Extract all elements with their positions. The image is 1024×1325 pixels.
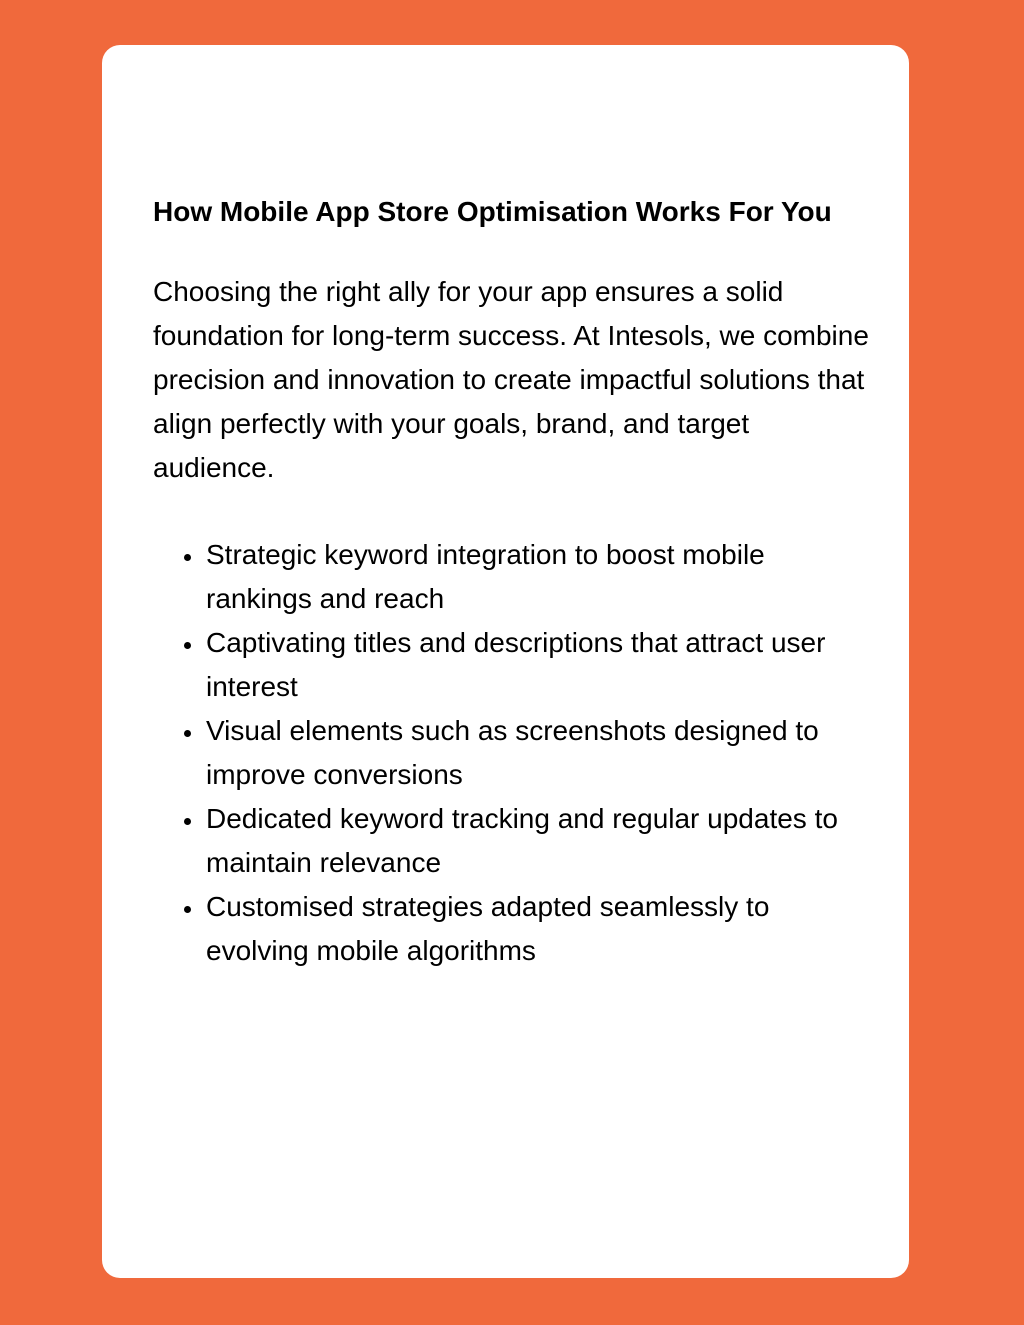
list-item-text: Visual elements such as screenshots designed to improve conversions (206, 715, 819, 790)
list-item-text: Strategic keyword integration to boost mobile rankings and reach (206, 539, 765, 614)
feature-list (153, 533, 873, 973)
list-item-text: Customised strategies adapted seamlessly to evolving mobile algorithms (206, 891, 770, 966)
bullet-dot-icon (184, 818, 191, 825)
card-content (153, 190, 873, 973)
page-title: How Mobile App Store Optimisation Works For You (153, 196, 832, 227)
content-card (102, 45, 909, 1278)
list-item (153, 709, 867, 797)
intro-paragraph: Choosing the right ally for your app ensures a solid foundation for long-term success. At Intesols, we combine precision and innovation to create impactful solutions that align perfectly with your goals, brand, and target audience. (153, 276, 869, 483)
list-item (153, 885, 867, 973)
list-item-text: Dedicated keyword tracking and regular updates to maintain relevance (206, 803, 838, 878)
bullet-dot-icon (184, 906, 191, 913)
bullet-dot-icon (184, 642, 191, 649)
list-item (153, 797, 867, 885)
list-item-text: Captivating titles and descriptions that attract user interest (206, 627, 826, 702)
list-item (153, 621, 867, 709)
bullet-dot-icon (184, 730, 191, 737)
list-item (153, 533, 867, 621)
bullet-dot-icon (184, 554, 191, 561)
